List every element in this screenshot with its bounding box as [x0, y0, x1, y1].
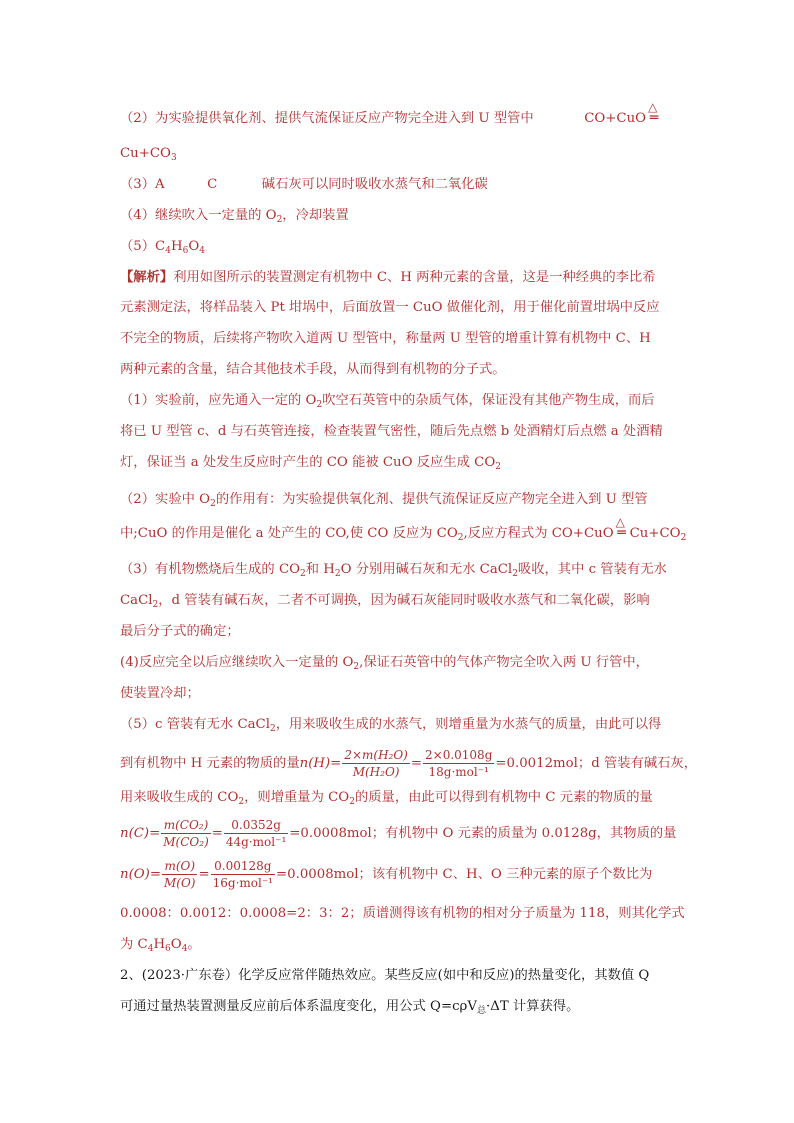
text-segment: 44g·mol⁻¹	[225, 835, 287, 849]
text-segment: O	[170, 937, 182, 952]
text-segment: 2	[495, 462, 501, 472]
text-segment: n(H)=	[299, 756, 342, 771]
analysis-p1-l1	[120, 391, 690, 415]
text-segment: 和 H	[305, 562, 335, 577]
text-segment: 4	[199, 246, 205, 256]
text-segment: 将已 U 型管 c、d 与石英管连接，检查装置气密性，随后先点燃 b 处酒精灯后点燃 a 处酒精	[120, 424, 663, 439]
analysis-p3-l3	[120, 622, 690, 642]
text-segment: 2	[512, 569, 518, 579]
text-segment: M(H₂O)	[352, 765, 400, 779]
text-segment: CaCl	[120, 593, 153, 608]
analysis-p0-l3	[120, 329, 690, 349]
text-segment: 利用如图所示的装置测定有机物中 C、H 两种元素的含量，这是一种经典的李比希	[173, 270, 656, 285]
fraction	[224, 817, 288, 850]
text-segment: 18g·mol⁻¹	[428, 765, 489, 779]
fraction	[162, 858, 198, 891]
text-segment: （1）实验前，应先通入一定的 O	[120, 393, 317, 408]
text-segment: 4	[181, 944, 188, 954]
answer-2-line	[120, 100, 690, 129]
text-segment: ，d 管装有碱石灰，二者不可调换，因为碱石灰能同时吸收水蒸气和二氧化碳，影响	[158, 593, 650, 608]
text-segment: ，冷却装置	[282, 208, 349, 223]
analysis-p4-l1	[120, 653, 690, 677]
text-segment: 2	[276, 215, 283, 225]
answer-3-line	[120, 175, 690, 195]
text-segment: △	[615, 515, 625, 529]
text-segment: 碱石灰可以同时吸收水蒸气和二氧化碳	[261, 177, 488, 192]
analysis-p5-l1	[120, 715, 690, 739]
text-segment: ，则增重量为 CO	[244, 790, 350, 805]
text-segment: 0.0352g	[224, 817, 288, 834]
text-segment: ,保证石英管中的气体产物完全吹入两 U 行管中，	[359, 655, 649, 670]
text-segment: （2）实验中 O	[120, 492, 211, 507]
text-segment: m(O)	[162, 858, 198, 875]
text-segment: =0.0008mol；该有机物中 C、H、O 三种元素的原子个数比为	[276, 867, 653, 882]
analysis-p4-l2	[120, 684, 690, 704]
text-segment: 的质量，由此可以得到有机物中 C 元素的物质的量	[354, 790, 653, 805]
analysis-p5-l3	[120, 788, 690, 812]
text-segment: 2	[210, 499, 216, 509]
text-segment: ,反应方程式为 CO+CuO	[463, 526, 614, 541]
text-segment: 2、(2023·广东卷）化学反应常伴随热效应。某些反应(如中和反应)的热量变化，其数值 Q	[120, 968, 650, 983]
heating-equals-sign	[614, 515, 630, 544]
text-segment: (4)反应完全以后应继续吹入一定量的 O	[120, 655, 354, 670]
text-segment: m(CO₂)	[161, 817, 210, 834]
text-segment: 到有机物中 H 元素的物质的量	[120, 756, 300, 771]
text-segment: O 分别用碱石灰和无水 CaCl	[340, 562, 513, 577]
text-segment: Cu+CO	[120, 146, 171, 161]
text-segment: 中;CuO 的作用是催化 a 处产生的 CO,使 CO 反应为 CO	[120, 526, 458, 541]
text-segment: 可通过量热装置测量反应前后体系温度变化，用公式 Q=cρV	[120, 999, 477, 1014]
text-segment: 元素测定法，将样品装入 Pt 坩埚中，后面放置一 CuO 做催化剂，用于催化前置坩埚中反应	[120, 300, 660, 315]
analysis-p1-l2	[120, 422, 690, 442]
text-segment: 6	[182, 246, 189, 256]
answer-4-line	[120, 206, 690, 230]
text-segment: M(O)	[163, 876, 196, 890]
text-segment: 2	[334, 569, 341, 579]
text-segment: Cu+CO	[629, 526, 681, 541]
text-segment: 2	[316, 400, 323, 410]
answer-2-text: （2）为实验提供氧化剂、提供气流保证反应产物完全进入到 U 型管中	[120, 111, 534, 126]
text-segment: 吹空石英管中的杂质气体，保证没有其他产物生成，而后	[322, 393, 655, 408]
question-2-l1	[120, 966, 690, 986]
text-segment: n(C)=	[120, 826, 161, 841]
text-segment: ═	[617, 525, 626, 541]
text-segment: 16g·mol⁻¹	[212, 876, 273, 890]
text-segment: 两种元素的含量，结合其他技术手段，从而得到有机物的分子式。	[120, 362, 506, 377]
analysis-tag: 【解析】	[120, 270, 174, 285]
text-segment: ═	[649, 110, 659, 126]
analysis-p3-l2	[120, 591, 690, 615]
text-segment: 总	[476, 1006, 486, 1016]
text-segment: 不完全的物质，后续将产物吹入道两 U 型管中，称量两 U 型管的增重计算有机物中 C、H	[120, 331, 651, 346]
text-segment: 2	[680, 533, 687, 543]
text-segment: 4	[147, 944, 154, 954]
analysis-p2-l2	[120, 515, 690, 548]
text-segment: 灯，保证当 a 处发生反应时产生的 CO 能被 CuO 反应生成 CO	[120, 455, 496, 470]
text-segment: △	[648, 100, 658, 114]
text-segment: 的作用有：为实验提供氧化剂、提供气流保证反应产物完全进入到 U 型管	[215, 492, 648, 507]
text-segment: 最后分子式的确定；	[120, 624, 240, 639]
answer-2-equation-left: CO+CuO	[584, 111, 647, 126]
text-segment: （3）A	[120, 177, 165, 192]
text-segment: 2	[457, 533, 464, 543]
analysis-p5-l4: n(C)= $\frac{\text{m(CO₂)}}{\text{M(CO₂)}}$ = $\frac{0.0352g}{\text{44g·mol⁻¹}}$ =0.0008mol；有机物中 O 元素的质量为 0.0128g，其物质的量	[120, 818, 677, 849]
text-segment: （5）C	[120, 239, 166, 254]
text-segment: 6	[165, 944, 171, 954]
text-segment: 使装置冷却；	[120, 686, 200, 701]
text-segment: ·ΔT 计算获得。	[485, 999, 580, 1014]
analysis-p5-l2: 到有机物中 H 元素的物质的量n(H)= $\frac{\text{2×m(H₂O)}}{\text{M(H₂O)}}$ = $\frac{2\times 0.0108g}{\text{18g·mol⁻¹}}$ =0.0012mol；d 管装有碱石灰，	[120, 748, 698, 779]
text-segment: =0.0012mol；d 管装有碱石灰，	[495, 756, 698, 771]
analysis-p2-l1	[120, 490, 690, 514]
text-segment: 3	[170, 153, 177, 163]
text-segment: 2×m(H₂O)	[344, 748, 408, 762]
text-segment: M(CO₂)	[163, 835, 209, 849]
text-segment: O	[188, 239, 200, 254]
text-segment: （5）c 管装有无水 CaCl	[120, 717, 270, 732]
fraction	[211, 858, 275, 891]
analysis-p5-l5: n(O)= $\frac{m(O)}{M(O)}$ = $\frac{0.00128g}{\text{16g·mol⁻¹}}$ =0.0008mol；该有机物中 C、H、O 三种元素的原子个数比为	[120, 859, 653, 890]
text-segment: 。	[187, 937, 201, 952]
text-segment: 为 C	[120, 937, 148, 952]
answer-2-equation-cont	[120, 144, 690, 168]
analysis-p5-l7	[120, 935, 690, 959]
analysis-p3-l1	[120, 560, 690, 584]
text-segment: （3）有机物燃烧后生成的 CO	[120, 562, 301, 577]
text-segment: 用来吸收生成的 CO	[120, 790, 239, 805]
analysis-p5-l6	[120, 904, 690, 924]
text-segment: 0.00128g	[211, 858, 275, 875]
text-segment: 2	[238, 797, 245, 807]
fraction	[161, 817, 210, 850]
answer-5-line	[120, 237, 690, 261]
text-segment: H	[170, 239, 183, 254]
heating-equals-sign	[646, 100, 662, 129]
text-segment: 0.0008：0.0012：0.0008=2：3：2；质谱测得该有机物的相对分子质量为 118，则其化学式	[120, 906, 685, 921]
text-segment: （4）继续吹入一定量的 O	[120, 208, 277, 223]
text-segment: H	[153, 937, 166, 952]
text-segment: ，用来吸收生成的水蒸气，则增重量为水蒸气的质量，由此可以得	[275, 717, 662, 732]
text-segment: 2	[353, 662, 360, 672]
analysis-p0-l2	[120, 298, 690, 318]
text-segment: 2×0.0108g	[425, 748, 493, 762]
text-segment: 吸收，其中 c 管装有无水	[517, 562, 667, 577]
analysis-p0-l4	[120, 360, 690, 380]
text-segment: 2	[349, 797, 355, 807]
text-segment: 2	[152, 600, 159, 610]
text-segment: C	[207, 177, 218, 192]
text-segment: 2	[269, 724, 276, 734]
analysis-p1-l3	[120, 453, 690, 477]
text-segment: =0.0008mol；有机物中 O 元素的质量为 0.0128g，其物质的量	[289, 826, 677, 841]
text-segment: 4	[165, 246, 171, 256]
analysis-p0-l1	[120, 268, 690, 288]
fraction	[423, 747, 494, 780]
fraction	[342, 747, 410, 780]
text-segment: 2	[300, 569, 306, 579]
question-2-l2	[120, 997, 690, 1021]
text-segment: n(O)=	[120, 867, 161, 882]
